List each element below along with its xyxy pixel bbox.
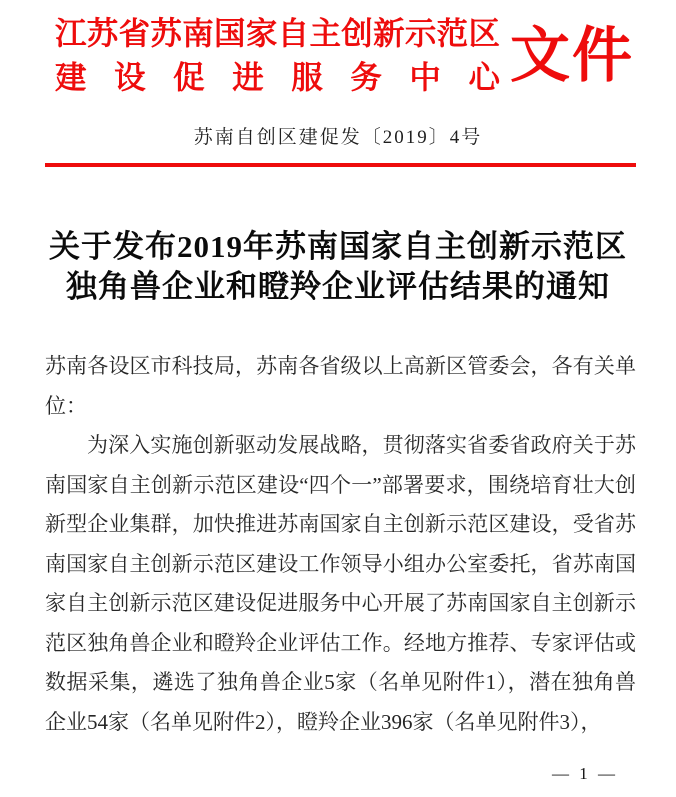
- body-paragraph: 为深入实施创新驱动发展战略，贯彻落实省委省政府关于苏南国家自主创新示范区建设“四个一”部署要求，围绕培育壮大创新型企业集群，加快推进苏南国家自主创新示范区建设，受省苏南国家自主创新示范区建设工作领导小组办公室委托，省苏南国家自主创新示范区建设促进服务中心开展了苏南国家自主创新示范区独角兽企业和瞪羚企业评估工作。经地方推荐、专家评估或数据采集，遴选了独角兽企业5家（名单见附件1），潜在独角兽企业54家（名单见附件2），瞪羚企业396家（名单见附件3），: [45, 433, 636, 734]
- document-body: [45, 347, 636, 742]
- document-type-label: 文件: [510, 23, 634, 89]
- page-footer: [552, 764, 618, 784]
- document-title-line1: 关于发布2019年苏南国家自主创新示范区: [49, 229, 627, 264]
- red-divider-line: [45, 163, 636, 167]
- letterhead: [0, 0, 676, 100]
- org-name-line1: 江苏省苏南国家自主创新示范区: [55, 16, 500, 51]
- document-title-line2: 独角兽企业和瞪羚企业评估结果的通知: [66, 269, 610, 304]
- org-name-line2: 建设促进服务中心: [55, 60, 500, 95]
- salutation-line: 苏南各设区市科技局，苏南各省级以上高新区管委会，各有关单位：: [45, 354, 636, 418]
- document-title: [0, 227, 676, 307]
- issuing-org-name: [55, 12, 500, 100]
- document-reference-number: 苏南自创区建促发〔2019〕4号: [193, 127, 483, 148]
- page-number: — 1 —: [552, 764, 618, 783]
